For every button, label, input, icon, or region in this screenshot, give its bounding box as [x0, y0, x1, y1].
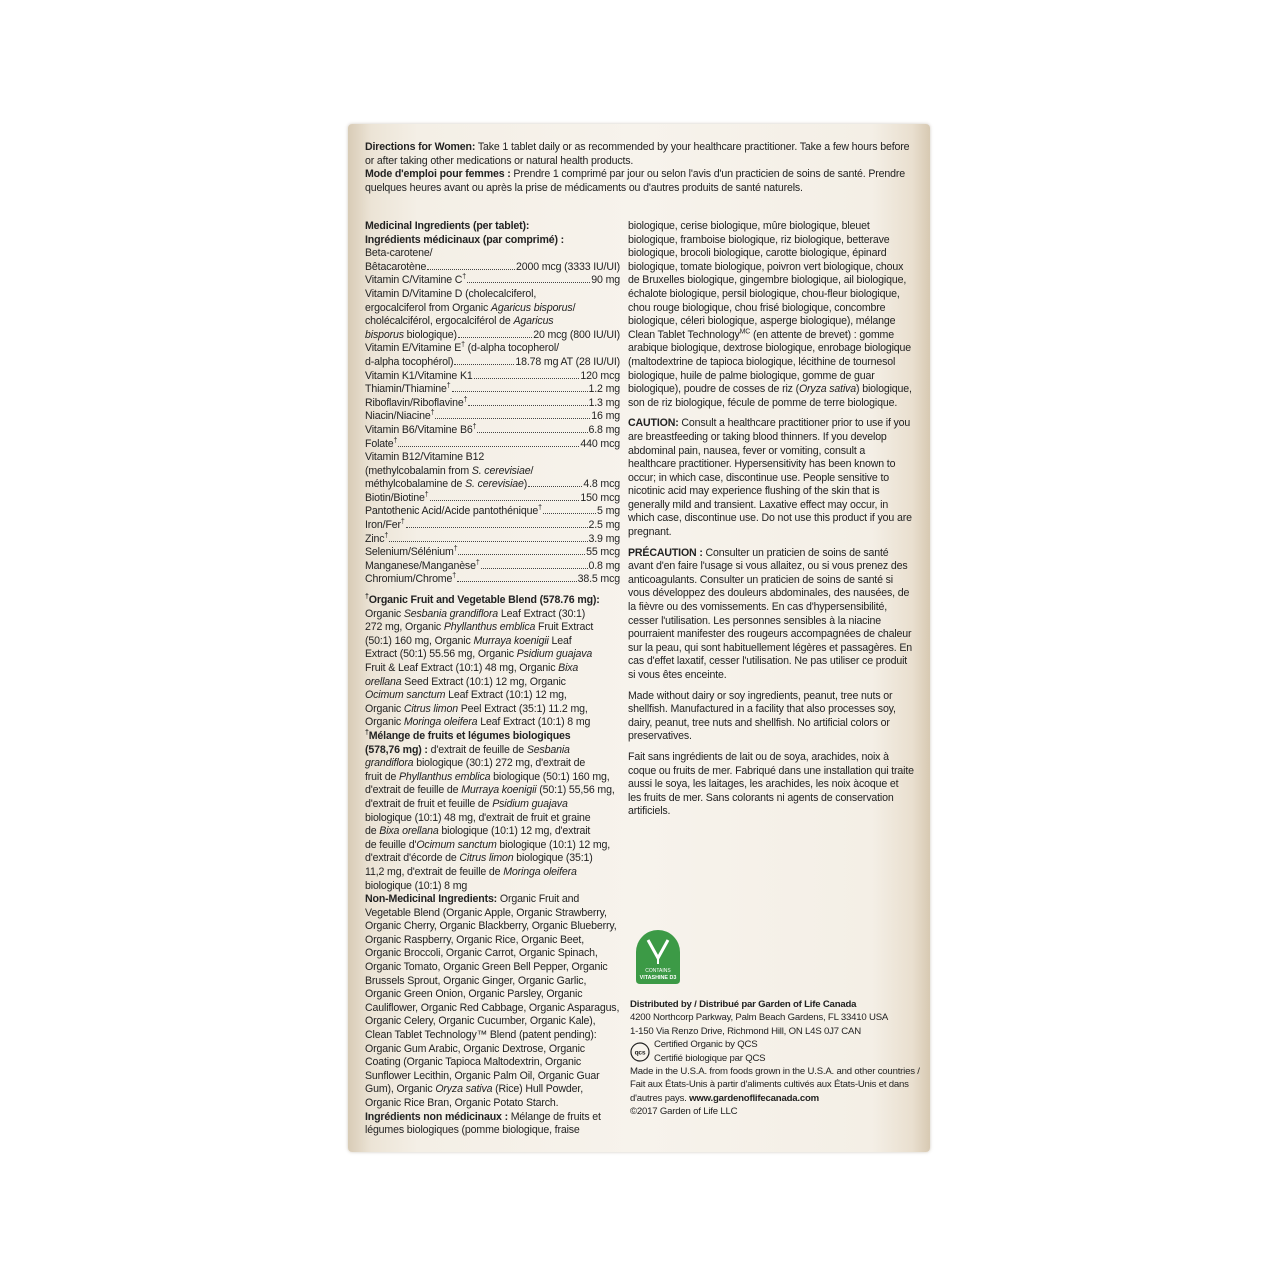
blend-line: grandiflora biologique (30:1) 272 mg, d'extrait de	[365, 757, 586, 770]
ingredient-pantothenic-acid	[365, 505, 620, 519]
ingredient-manganese	[365, 560, 620, 574]
distrib-address-ca: 1-150 Via Renzo Drive, Richmond Hill, ON L4S 0J7 CAN	[630, 1025, 861, 1037]
nonmed-fr-continued: biologique, cerise biologique, mûre biologique, bleuet biologique, framboise biologique, riz biologique, betterave biologique, brocoli biologique, carotte biologique, épinard biologique, tomate biologique, poivron vert biologique, choux de Bruxelles biologique, gingembre biologique, ail biologique, échalote biologique, persil biologique, chou-fleur biologique, chou rouge biologique, chou frisé biologique, concombre biologique, céleri biologique, asperge biologique), mélange Clean Tablet Technology$^{MC}$ (en attente de brevet) : gomme arabique biologique, dextrose biologique, enrobage biologique (maltodextrine de tapioca biologique, lécithine de tournesol biologique, huile de palme biologique, gomme de guar biologique), poudre de cosses de riz (Oryza sativa) biologique, son de riz biologique, fécule de pomme de terre biologique.	[628, 220, 912, 409]
ingredient-name: Folate†	[365, 436, 398, 450]
blend-fr-lines: (578,76 mg) : d'extrait de feuille de Sesbania grandiflora biologique (30:1) 272 mg, d'extrait de fruit de Phyllanthus emblica biologique (50:1) 160 mg, d'extrait de feuille de Murraya koenigii (50:1) 55,56 mg, d'extrait de fruit et feuille de Psidium guajava biologique (10:1) 48 mg, d'extrait de fruit et graine de Bixa orellana biologique (10:1) 12 mg, d'extrait de feuille d'Ocimum sanctum biologique (10:1) 12 mg, d'extrait d'écorde de Citrus limon biologique (35:1) 11,2 mg, d'extrait de feuille de Moringa oleifera biologique (10:1) 8 mg	[365, 744, 620, 894]
vitd-line1: Vitamin D/Vitamine D (cholecalciferol,	[365, 287, 537, 300]
ingredient-iron	[365, 519, 620, 533]
directions-en-text: Take 1 tablet daily or as recommended by your healthcare practitioner. Take a few hours before or after taking other medications or natural health products.	[365, 141, 910, 167]
ingredient-riboflavin	[365, 397, 620, 411]
ingredient-name: Chromium/Chrome†	[365, 572, 456, 586]
blend-line: d'extrait de feuille de Murraya koenigii (50:1) 55,56 mg,	[365, 784, 615, 797]
blend-line: biologique (10:1) 48 mg, d'extrait de fruit et graine	[365, 811, 591, 824]
precaution-label: PRÉCAUTION :	[628, 546, 703, 559]
medicinal-title-fr: Ingrédients médicinaux (par comprimé) :	[365, 233, 565, 246]
ingredient-name: Niacin/Niacine†	[365, 409, 435, 423]
ingredient-name: Vitamin B6/Vitamine B6†	[365, 423, 477, 436]
blend-en-lines	[365, 608, 620, 730]
blend-en-section	[365, 594, 620, 730]
ingredient-beta-carotene	[365, 261, 620, 275]
nonmed-en-text2: (Rice) Hull Powder, Organic Rice Bran, Organic Potato Starch.	[365, 1083, 583, 1109]
blend-line: Fruit & Leaf Extract (10:1) 48 mg, Organic Bixa	[365, 662, 579, 674]
caution-fr	[628, 547, 914, 683]
ingredient-name: d-alpha tocophérol)	[365, 355, 454, 368]
caution-label: CAUTION:	[628, 417, 679, 430]
cert-en: Certified Organic by QCS	[654, 1039, 758, 1051]
ingredient-vitamin-b6	[365, 424, 620, 438]
qcs-logo-icon	[630, 1042, 650, 1062]
left-column	[365, 220, 620, 1138]
ingredient-value: 150 mcg	[580, 491, 620, 504]
directions-en-label: Directions for Women:	[365, 141, 476, 153]
ingredient-name: bisporus biologique)	[365, 328, 457, 341]
ingredient-chromium	[365, 573, 620, 587]
ingredient-name: Thiamin/Thiamine†	[365, 382, 451, 396]
badge-line1: CONTAINS	[645, 968, 671, 974]
ingredient-value: 20 mcg (800 IU/UI)	[533, 328, 620, 341]
allergen-fr: Fait sans ingrédients de lait ou de soya, arachides, noix à coque ou fruits de mer. Fabriqué dans une installation qui traite aussi le soya, les laitages, les arachides, les noix àcoque et les fruits de mer. Sans colorants ni agents de conservation artificiels.	[628, 750, 914, 818]
vitashine-badge	[632, 928, 684, 986]
distribution-section	[630, 998, 920, 1119]
beta-line1: Beta-carotene/	[365, 247, 433, 260]
precaution-text: Consulter un praticien de soins de santé avant d'en faire l'usage si vous allaitez, ou si vous prenez des anticoagulants. Consulter un praticien de soins de santé si vous développez des douleurs abdominales, des nausées, de la fièvre ou des vomissements. En cas d'hypersensibilité, cesser l'utilisation. Les personnes sensibles à la niacine pourraient manifester des rougeurs accompagnées de chaleur sur la peau, qui sont habituellement légères et passagères. En cas d'effet laxatif, cesser l'utilisation. Ne pas utiliser ce produit si vous êtes enceinte.	[628, 546, 912, 681]
nonmed-en	[365, 893, 620, 1111]
vitashine-logo-icon	[632, 928, 684, 986]
ingredient-value: 6.8 mg	[588, 423, 620, 436]
ingredient-value: 4.8 mcg	[583, 478, 620, 491]
qcs-logo-text: qcs	[634, 1049, 646, 1057]
blend-line: de Bixa orellana biologique (10:1) 12 mg, d'extrait	[365, 825, 591, 838]
ingredient-name: Bêtacarotène	[365, 260, 427, 273]
distrib-address-us: 4200 Northcorp Parkway, Palm Beach Gardens, FL 33410 USA	[630, 1012, 889, 1024]
qcs-cert	[630, 1038, 920, 1065]
vitd-line2: ergocalciferol from Organic Agaricus bisporus/	[365, 301, 576, 314]
nonmed-fr-text: Mélange de fruits et légumes biologiques (pomme biologique, fraise	[365, 1110, 601, 1137]
ingredient-value: 90 mg	[591, 274, 620, 287]
ingredient-biotin	[365, 492, 620, 506]
directions-section	[365, 141, 921, 195]
ingredient-value: 2.5 mg	[588, 519, 620, 532]
ingredient-value: 1.3 mg	[588, 396, 620, 409]
blend-line: Organic Moringa oleifera Leaf Extract (10:1) 8 mg	[365, 716, 591, 729]
ingredient-name: Pantothenic Acid/Acide pantothénique†	[365, 504, 542, 518]
blend-fr-title: †Mélange de fruits et légumes biologiques	[365, 729, 571, 742]
ingredient-value: 55 mcg	[586, 546, 620, 559]
b12-line2: (methylcobalamin from S. cerevisiae/	[365, 464, 534, 477]
website-link[interactable]: www.gardenoflifecanada.com	[689, 1092, 819, 1104]
vite-line1: Vitamin E/Vitamine E† (d-alpha tocopherol/	[365, 341, 559, 355]
blend-line: Organic Citrus limon Peel Extract (35:1) 11.2 mg,	[365, 702, 588, 715]
blend-en-title: †Organic Fruit and Vegetable Blend (578.76 mg):	[365, 593, 600, 607]
ingredient-name: Vitamin K1/Vitamine K1	[365, 369, 473, 382]
ingredient-vitamin-e	[365, 356, 620, 370]
ingredient-name: Iron/Fer†	[365, 518, 405, 532]
ingredient-name: Riboflavin/Riboflavine†	[365, 396, 468, 409]
ingredient-value: 2000 mcg (3333 IU/UI)	[515, 260, 620, 273]
nonmed-fr	[365, 1111, 620, 1138]
ingredient-vitamin-d	[365, 329, 620, 343]
caution-text: Consult a healthcare practitioner prior to use if you are breastfeeding or taking blood thinners. If you develop abdominal pain, nausea, fever or vomiting, consult a healthcare practitioner. Hypersensitivity has been known to occur; in which case, discontinue use. People sensitive to nicotinic acid may experience flushing of the skin that is generally mild and transient. Laxative effect may occur, in which case, discontinue use. Do not use this product if you are pregnant.	[628, 417, 912, 539]
blend-line: d'extrait d'écorde de Citrus limon biologique (35:1)	[365, 852, 593, 865]
ingredient-name: Vitamin C/Vitamine C†	[365, 273, 467, 287]
ingredient-value: 1.2 mg	[588, 383, 620, 396]
directions-fr	[365, 168, 921, 195]
nonmed-fr-label: Ingrédients non médicinaux :	[365, 1110, 508, 1123]
blend-line: 272 mg, Organic Phyllanthus emblica Fruit Extract	[365, 621, 594, 634]
blend-line: de feuille d'Ocimum sanctum biologique (10:1) 12 mg,	[365, 838, 611, 851]
ingredient-value: 18.78 mg AT (28 IU/UI)	[515, 355, 620, 368]
nonmed-en-text: Organic Fruit and Vegetable Blend (Organic Apple, Organic Strawberry, Organic Cherry, Organic Blackberry, Organic Blueberry, Organic Raspberry, Organic Rice, Organic Beet, Organic Broccoli, Organic Carrot, Organic Spinach, Organic Tomato, Organic Green Bell Pepper, Organic Brussels Sprout, Organic Ginger, Organic Garlic, Organic Green Onion, Organic Parsley, Organic Cauliflower, Organic Red Cabbage, Organic Asparagus, Organic Celery, Organic Cucumber, Organic Kale), Clean Tablet Technology™ Blend (patent pending): Organic Gum Arabic, Organic Dextrose, Organic Coating (Organic Tapioca Maltodextrin, Organic Sunflower Lecithin, Organic Palm Oil, Organic Guar Gum), Organic	[365, 893, 620, 1096]
ingredient-thiamin	[365, 383, 620, 397]
ingredient-name: Manganese/Manganèse†	[365, 559, 480, 572]
ingredient-value: 16 mg	[591, 410, 620, 423]
ingredient-value: 440 mcg	[580, 437, 620, 450]
label-panel	[348, 124, 930, 1152]
directions-en	[365, 141, 921, 168]
ingredient-value: 120 mcg	[580, 369, 620, 382]
blend-line: Organic Sesbania grandiflora Leaf Extract (30:1)	[365, 607, 586, 620]
blend-line: d'extrait de fruit et feuille de Psidium guajava	[365, 797, 568, 810]
allergen-en: Made without dairy or soy ingredients, peanut, tree nuts or shellfish. Manufactured in a facility that also processes soy, dairy, peanut, tree nuts and shellfish. No artificial colors or preservatives.	[628, 689, 896, 743]
ingredient-vitamin-c	[365, 274, 620, 288]
copyright: ©2017 Garden of Life LLC	[630, 1106, 738, 1118]
ingredient-name: Selenium/Sélénium†	[365, 545, 458, 559]
directions-fr-label: Mode d'emploi pour femmes :	[365, 168, 511, 181]
ingredient-name: Zinc†	[365, 532, 389, 545]
blend-line: (50:1) 160 mg, Organic Murraya koenigii Leaf	[365, 634, 572, 647]
ingredient-value: 5 mg	[597, 505, 620, 518]
blend-line: 11,2 mg, d'extrait de feuille de Moringa oleifera	[365, 865, 577, 878]
ingredient-folate	[365, 438, 620, 452]
medicinal-title-en: Medicinal Ingredients (per tablet):	[365, 220, 530, 232]
nonmed-en-oryza: Oryza sativa	[435, 1083, 493, 1096]
vitd-line3: cholécalciférol, ergocalciférol de Agaricus	[365, 315, 554, 328]
ingredient-name: méthylcobalamine de S. cerevisiae)	[365, 478, 528, 491]
ingredient-value: 3.9 mg	[588, 532, 620, 545]
directions-fr-text: Prendre 1 comprimé par jour ou selon l'avis d'un practicien de soins de santé. Prendre quelques heures avant ou après la prise de médicaments ou d'autres produits de santé naturels.	[365, 168, 905, 194]
blend-line: Ocimum sanctum Leaf Extract (10:1) 12 mg,	[365, 689, 567, 702]
cert-fr: Certifié biologique par QCS	[654, 1052, 766, 1064]
b12-line1: Vitamin B12/Vitamine B12	[365, 451, 485, 464]
ingredient-value: 0.8 mg	[588, 559, 620, 572]
blend-fr-section	[365, 730, 620, 893]
ingredient-name: Biotin/Biotine†	[365, 491, 429, 504]
ingredient-zinc	[365, 533, 620, 547]
badge-line2: VITASHINE D3	[639, 975, 677, 981]
ingredient-vitamin-b12	[365, 478, 620, 492]
blend-line: orellana Seed Extract (10:1) 12 mg, Organic	[365, 675, 566, 688]
blend-line: Extract (50:1) 55.56 mg, Organic Psidium guajava	[365, 648, 593, 661]
caution-en	[628, 417, 914, 539]
blend-line: fruit de Phyllanthus emblica biologique (50:1) 160 mg,	[365, 770, 610, 783]
distrib-title: Distributed by / Distribué par Garden of Life Canada	[630, 999, 857, 1010]
blend-line: biologique (10:1) 8 mg	[365, 879, 468, 892]
made-in: Made in the U.S.A. from foods grown in the U.S.A. and other countries / Fait aux États-Unis à partir d'aliments cultivés aux États-Unis et dans d'autres pays. www.gardenoflifecanada.com	[630, 1066, 920, 1104]
blend-fr-title-weight: (578,76 mg) :	[365, 743, 428, 756]
nonmed-en-label: Non-Medicinal Ingredients:	[365, 893, 498, 906]
ingredient-value: 38.5 mcg	[577, 573, 620, 586]
ingredient-vitamin-k1	[365, 370, 620, 384]
right-column	[628, 220, 914, 826]
ingredient-niacin	[365, 410, 620, 424]
ingredient-selenium	[365, 546, 620, 560]
